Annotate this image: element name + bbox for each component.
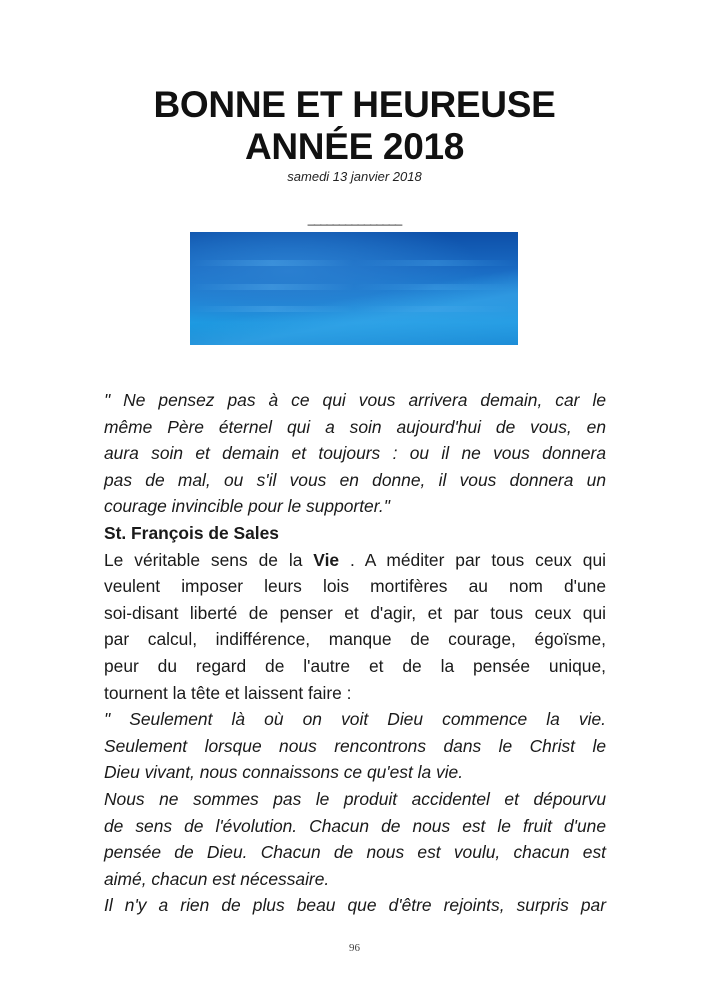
page-title <box>0 84 709 168</box>
paragraph-line <box>104 547 606 574</box>
paragraph-line: peur du regard de l'autre et de la pensée unique, <box>104 655 606 676</box>
post-date: samedi 13 janvier 2018 <box>287 169 422 184</box>
quote1-line: pas de mal, ou s'il vous en donne, il vous donnera un <box>104 469 606 490</box>
article-body <box>104 387 606 919</box>
paragraph-bold-word: Vie <box>313 549 340 570</box>
paragraph-line: par calcul, indifférence, manque de courage, égoïsme, <box>104 629 606 650</box>
quote1-line: aura soin et demain et toujours : ou il ne vous donnera <box>104 443 606 464</box>
quote1-author: St. François de Sales <box>104 522 279 543</box>
paragraph-line: veulent imposer leurs lois mortifères au nom d'une <box>104 576 606 597</box>
quote2-line: de sens de l'évolution. Chacun de nous est le fruit d'une <box>104 815 606 836</box>
quote2-line: Nous ne sommes pas le produit accidentel et dépourvu <box>104 788 606 809</box>
quote1-line: " Ne pensez pas à ce qui vous arrivera demain, car le <box>104 390 606 410</box>
quote2-line: Il n'y a rien de plus beau que d'être rejoints, surpris par <box>104 895 606 916</box>
quote1-line: courage invincible pour le supporter." <box>104 496 390 517</box>
title-line-2: ANNÉE 2018 <box>244 126 465 167</box>
page-number: 96 <box>349 942 360 954</box>
paragraph-intro-end: . A méditer par tous ceux qui <box>339 549 606 570</box>
paragraph-line: tournent la tête et laissent faire : <box>104 682 352 703</box>
quote2-line: Dieu vivant, nous connaissons ce qu'est la vie. <box>104 762 464 783</box>
title-line-1: BONNE ET HEUREUSE <box>153 84 556 125</box>
quote2-line: aimé, chacun est nécessaire. <box>104 868 330 889</box>
paragraph-intro: Le véritable sens de la <box>104 549 314 570</box>
quote2-line: " Seulement là où on voit Dieu commence la vie. <box>104 709 606 730</box>
sea-photo <box>190 232 518 345</box>
quote2-line: Seulement lorsque nous rencontrons dans le Christ le <box>104 735 606 756</box>
paragraph-line: soi-disant liberté de penser et d'agir, et par tous ceux qui <box>104 602 606 623</box>
quote2-line: pensée de Dieu. Chacun de nous est voulu, chacun est <box>104 842 606 863</box>
separator-line: _______________ <box>307 211 402 226</box>
quote1-line: même Père éternel qui a soin aujourd'hui de vous, en <box>104 416 606 437</box>
